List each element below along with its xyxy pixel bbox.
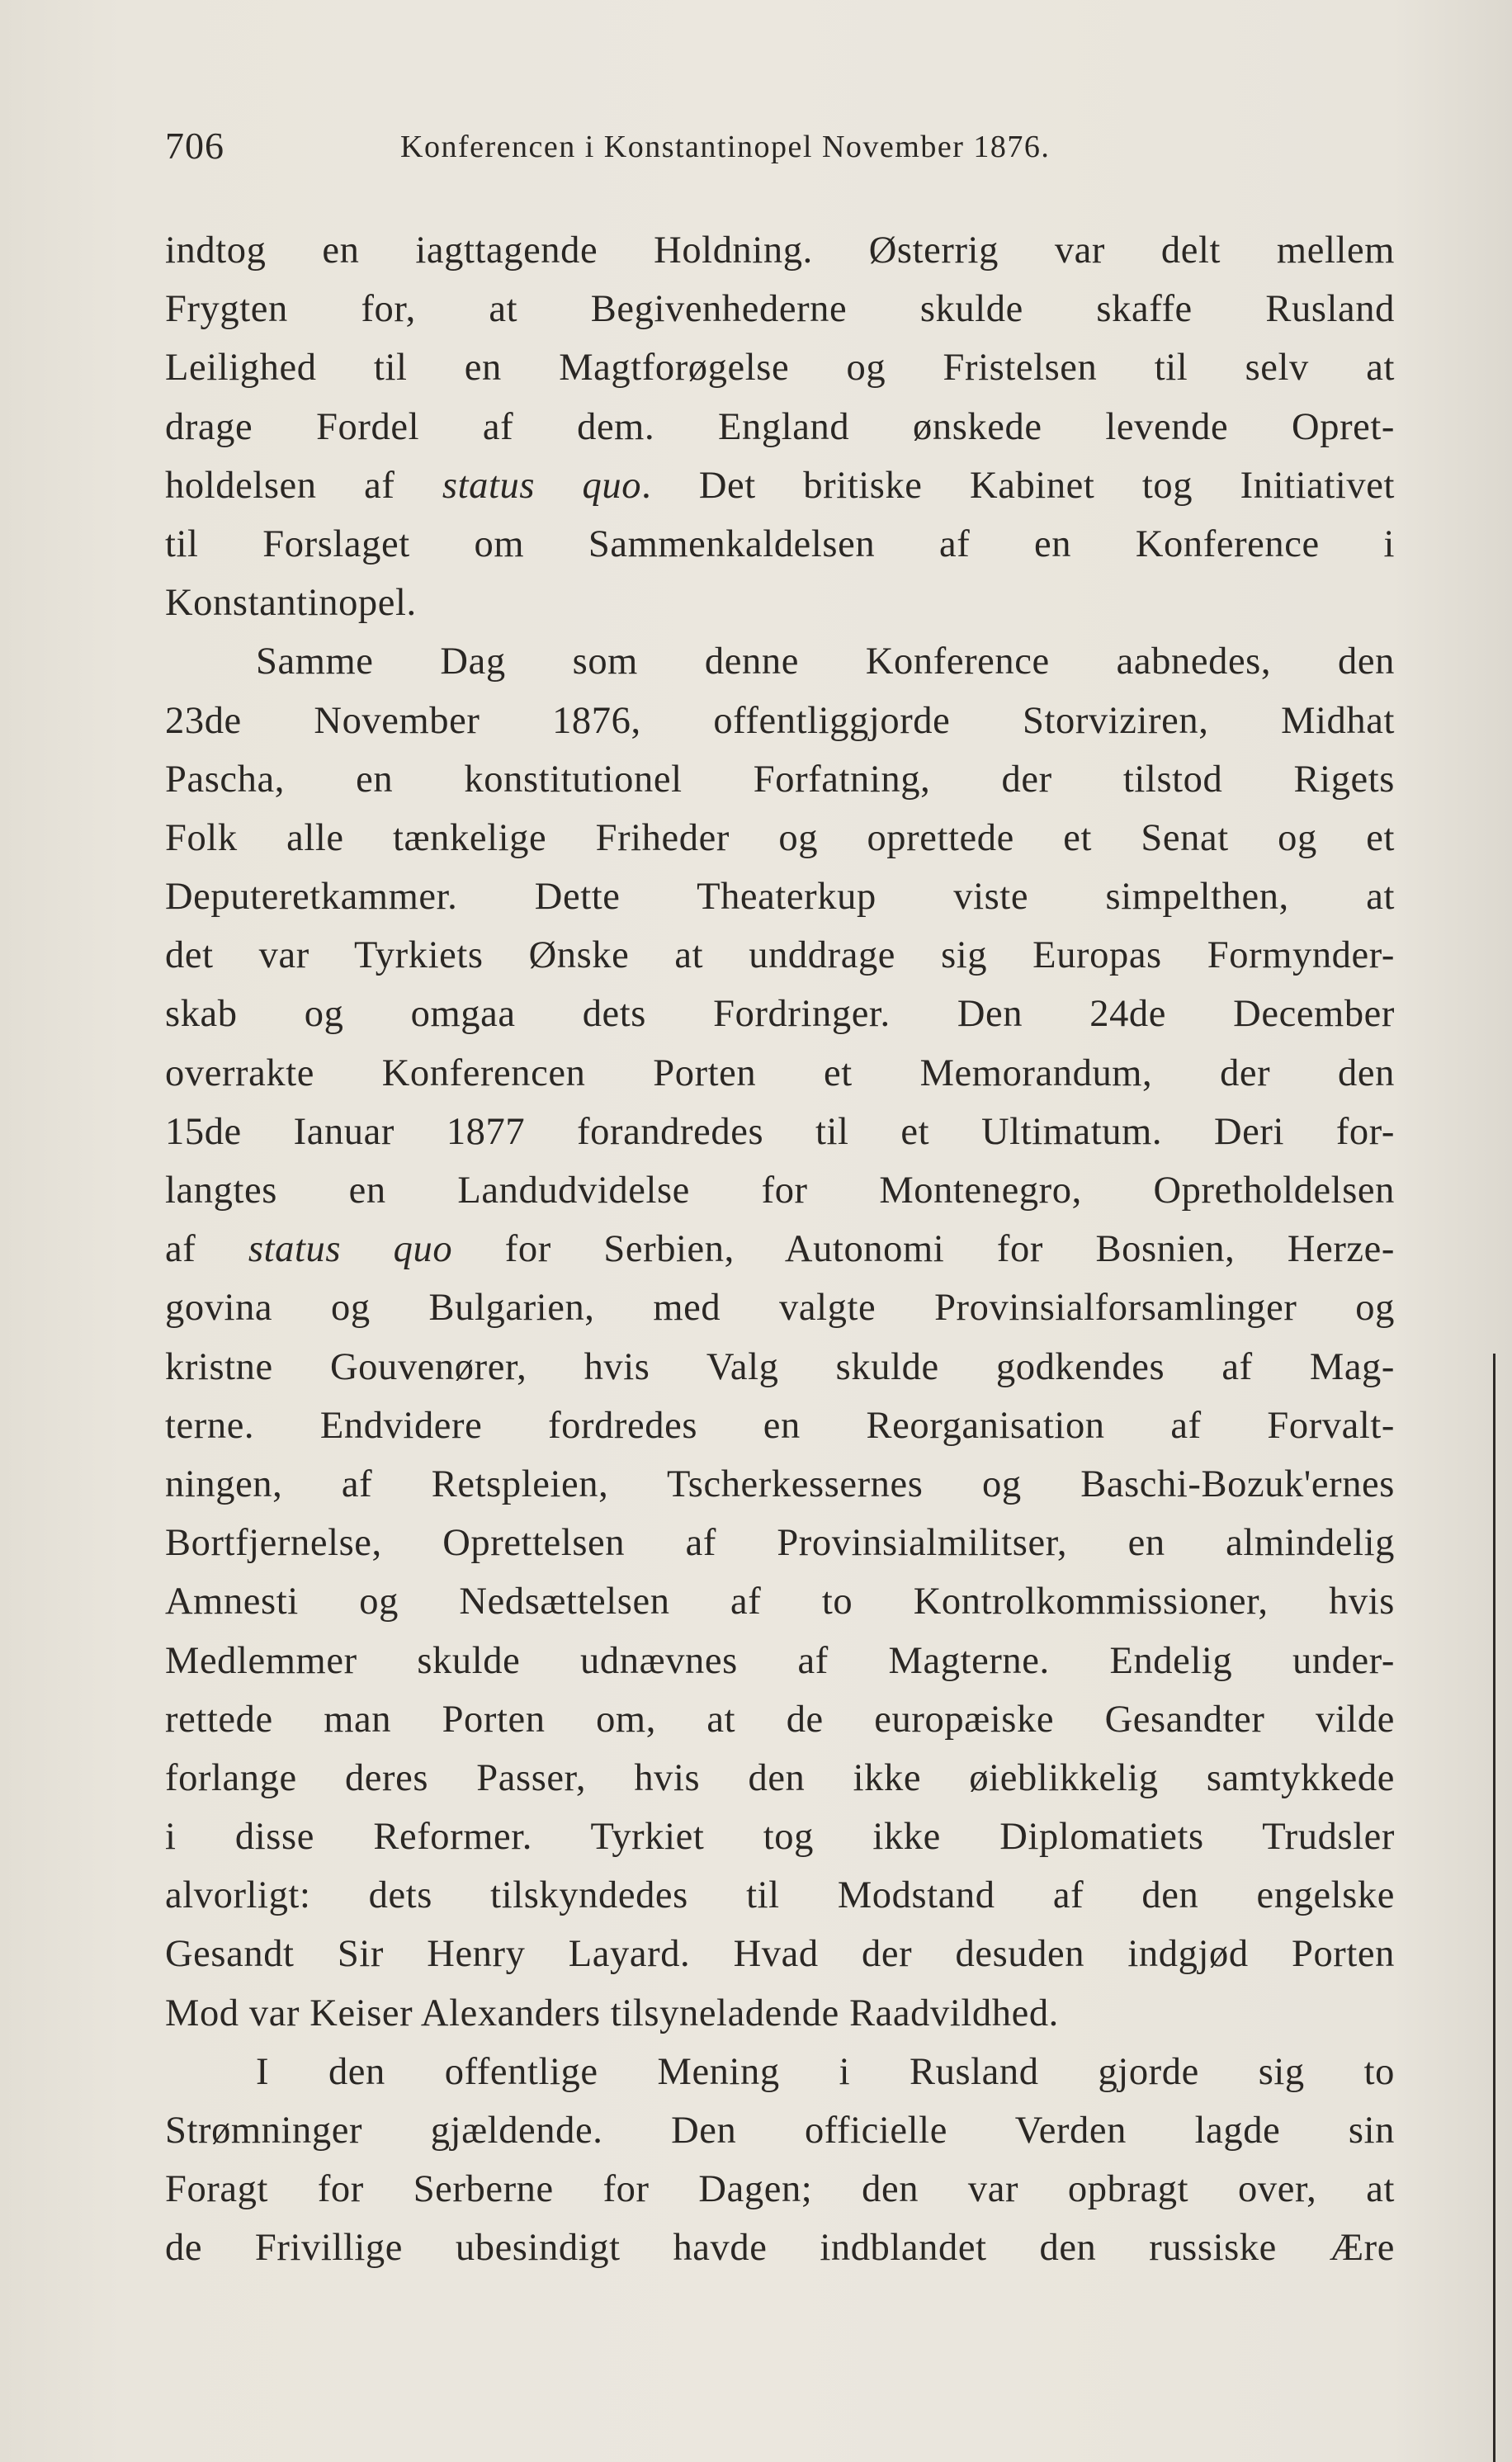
page-number: 706 (165, 125, 224, 167)
text-line: til Forslaget om Sammenkaldelsen af en Konference i (165, 522, 1395, 565)
text-line: skab og omgaa dets Fordringer. Den 24de December (165, 993, 1395, 1036)
text-line: Pascha, en konstitutionel Forfatning, der tilstod Rigets (165, 758, 1395, 801)
text-line: Folk alle tænkelige Friheder og oprettede et Senat og et (165, 816, 1395, 859)
italic-phrase: status quo (442, 464, 642, 507)
text-line: Leilighed til en Magtforøgelse og Fristelsen til selv at (165, 347, 1395, 390)
text-line: Strømninger gjældende. Den officielle Verden lagde sin (165, 2110, 1395, 2152)
body-text (165, 221, 1395, 2278)
running-title: Konferencen i Konstantinopel November 1876. (400, 130, 1051, 164)
text-line: langtes en Landudvidelse for Montenegro, Opretholdelsen (165, 1170, 1395, 1212)
text-line: Samme Dag som denne Konference aabnedes, den (256, 640, 1395, 683)
text-line: Gesandt Sir Henry Layard. Hvad der desuden indgjød Porten (165, 1933, 1395, 1976)
italic-phrase: status quo (248, 1228, 453, 1271)
text-line: Bortfjernelse, Oprettelsen af Provinsialmilitser, en almindelig (165, 1522, 1395, 1565)
running-head (165, 124, 1411, 173)
text-line: rettede man Porten om, at de europæiske Gesandter vilde (165, 1698, 1395, 1741)
text-line: govina og Bulgarien, med valgte Provinsialforsamlinger og (165, 1287, 1395, 1330)
text-line: holdelsen af status quo. Det britiske Kabinet tog Initiativet (165, 464, 1396, 507)
text-line: indtog en iagttagende Holdning. Østerrig var delt mellem (165, 229, 1395, 272)
text-line: af status quo for Serbien, Autonomi for Bosnien, Herze- (165, 1228, 1395, 1271)
text-line: de Frivillige ubesindigt havde indblandet den russiske Ære (165, 2227, 1395, 2270)
text-line: Frygten for, at Begivenhederne skulde skaffe Rusland (165, 288, 1395, 331)
text-line: I den offentlige Mening i Rusland gjorde sig to (256, 2050, 1395, 2093)
page-edge-shadow (1493, 1354, 1495, 2462)
text-line: forlange deres Passer, hvis den ikke øieblikkelig samtykkede (165, 1756, 1395, 1799)
text-line: 23de November 1876, offentliggjorde Storviziren, Midhat (165, 699, 1395, 742)
text-line: Foragt for Serberne for Dagen; den var opbragt over, at (165, 2168, 1395, 2211)
text-line: overrakte Konferencen Porten et Memorandum, der den (165, 1051, 1395, 1094)
text-line: Medlemmer skulde udnævnes af Magterne. Endelig under- (165, 1639, 1395, 1682)
text-line: i disse Reformer. Tyrkiet tog ikke Diplomatiets Trudsler (165, 1816, 1395, 1859)
text-line: terne. Endvidere fordredes en Reorganisation af Forvalt- (165, 1404, 1395, 1447)
text-line: Deputeretkammer. Dette Theaterkup viste simpelthen, at (165, 876, 1395, 919)
text-line: drage Fordel af dem. England ønskede levende Opret- (165, 405, 1395, 448)
text-line: Amnesti og Nedsættelsen af to Kontrolkommissioner, hvis (165, 1581, 1395, 1623)
text-line: det var Tyrkiets Ønske at unddrage sig Europas Formynder- (165, 934, 1395, 977)
text-line: Konstantinopel. (165, 582, 417, 625)
text-line: Mod var Keiser Alexanders tilsyneladende Raadvildhed. (165, 1992, 1059, 2034)
text-line: kristne Gouvenører, hvis Valg skulde godkendes af Mag- (165, 1345, 1395, 1388)
text-line: 15de Ianuar 1877 forandredes til et Ultimatum. Deri for- (165, 1110, 1395, 1153)
text-line: ningen, af Retspleien, Tscherkessernes og Baschi-Bozuk'ernes (165, 1463, 1395, 1505)
text-line: alvorligt: dets tilskyndedes til Modstand af den engelske (165, 1874, 1395, 1917)
